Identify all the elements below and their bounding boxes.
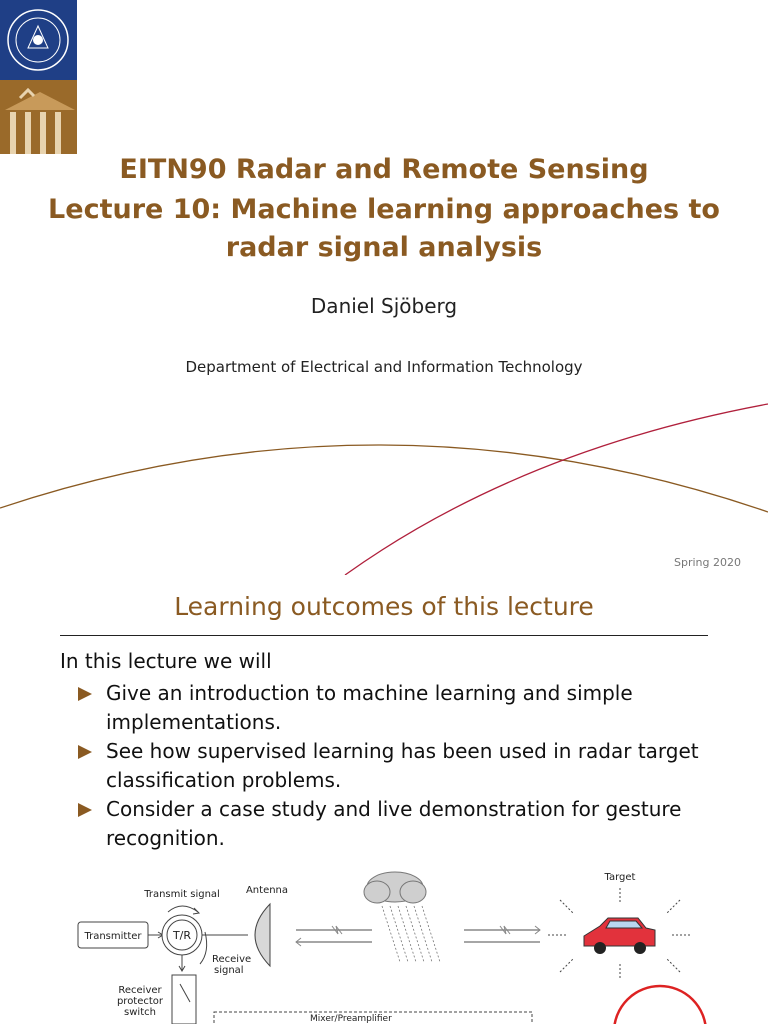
car-target-icon	[584, 918, 655, 954]
triangle-bullet-icon	[78, 745, 92, 759]
receive-signal-label-1: Receive	[212, 954, 252, 965]
red-circle-mark	[614, 986, 706, 1024]
transmitter-label: Transmitter	[84, 931, 142, 942]
antenna-label: Antenna	[245, 885, 289, 896]
bullet-text: Give an introduction to machine learning and simple implementations.	[106, 681, 633, 734]
bullet-list	[78, 679, 718, 853]
bullet-item	[78, 795, 718, 853]
title-line-2: Lecture 10: Machine learning approaches to	[48, 194, 720, 225]
mixer-label: Mixer/Preamplifier	[310, 1014, 392, 1024]
department: Department of Electrical and Information Technology	[185, 358, 583, 376]
receiver-label-1: Receiver	[118, 985, 162, 996]
receiver-label-3: switch	[124, 1007, 156, 1018]
university-logo	[0, 0, 77, 154]
target-label: Target	[604, 872, 636, 883]
receiver-label-2: protector	[116, 996, 164, 1007]
bullet-text: See how supervised learning has been used in radar target classification problems.	[106, 739, 699, 792]
bullet-item	[78, 679, 718, 737]
bullet-item	[78, 737, 718, 795]
transmit-signal-label: Transmit signal	[144, 889, 220, 900]
bullet-text: Consider a case study and live demonstration for gesture recognition.	[106, 797, 682, 850]
receiver-protector-switch	[172, 975, 196, 1024]
intro-text: In this lecture we will	[60, 649, 272, 673]
decorative-curves	[0, 390, 768, 575]
slide-title: Learning outcomes of this lecture	[174, 592, 594, 621]
title-line-1: EITN90 Radar and Remote Sensing	[119, 154, 649, 185]
antenna-dish	[255, 904, 270, 966]
tr-label: T/R	[172, 929, 192, 942]
author-name: Daniel Sjöberg	[310, 294, 458, 318]
radar-system-diagram	[0, 870, 768, 1024]
title-divider	[60, 635, 708, 636]
receive-signal-label-2: signal	[214, 965, 244, 976]
rain-cloud-icon	[364, 872, 440, 962]
content-slide	[0, 575, 768, 1024]
date-label: Spring 2020	[674, 556, 741, 569]
title-line-3: radar signal analysis	[225, 232, 543, 263]
triangle-bullet-icon	[78, 687, 92, 701]
triangle-bullet-icon	[78, 803, 92, 817]
